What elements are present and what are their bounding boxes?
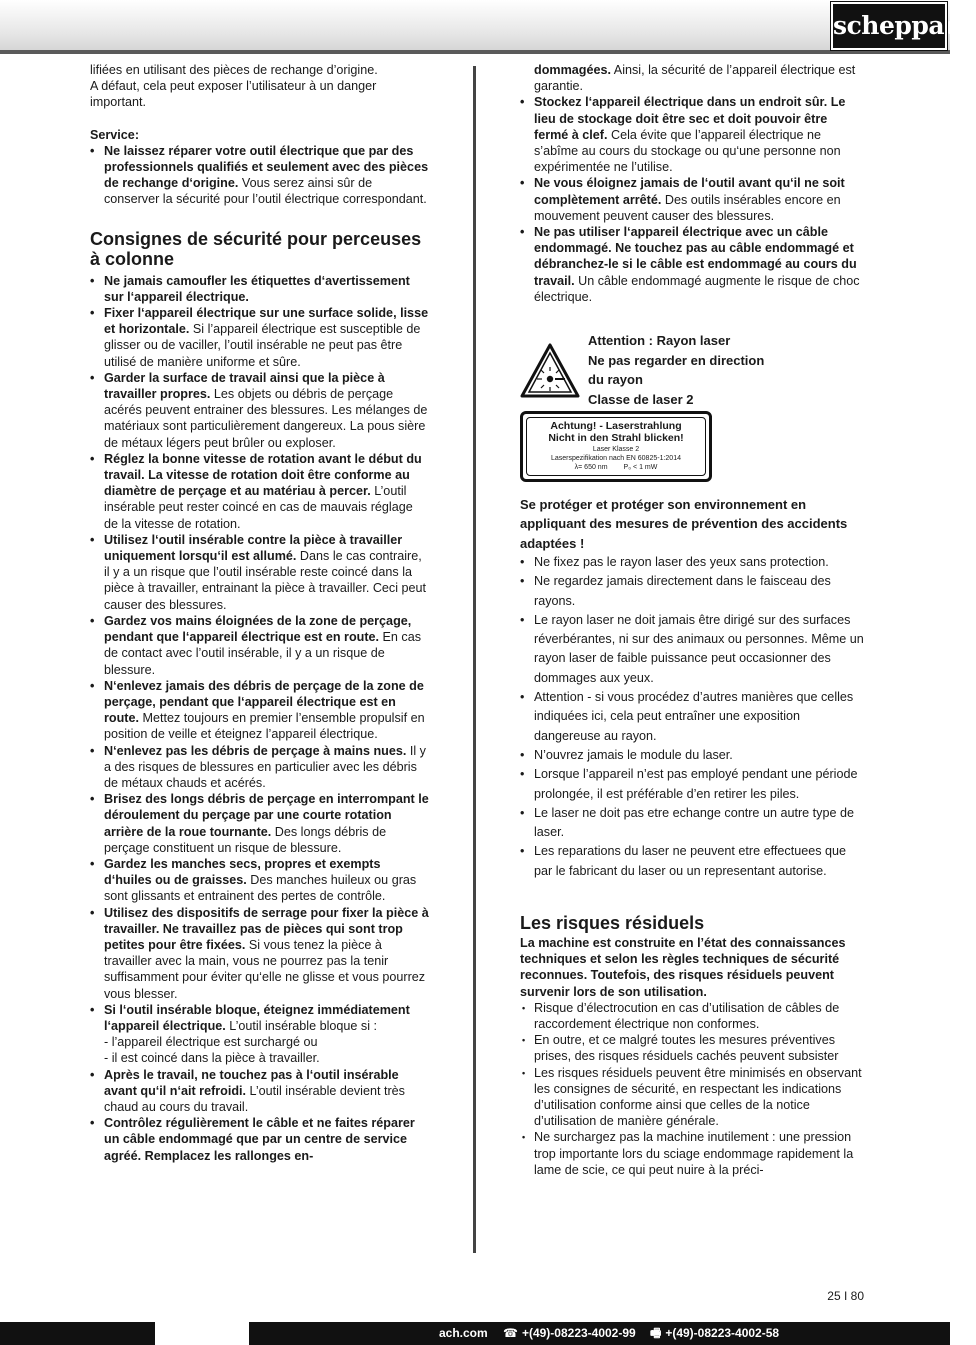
list-item: • Ne regardez jamais directement dans le faisceau des rayons.	[520, 572, 865, 611]
list-item: • Attention - si vous procédez d’autres manières que celles indiquées ici, cela peut entraîner une exposition dangereuse au rayon.	[520, 688, 865, 746]
list-item	[90, 273, 430, 305]
laser-class-label	[520, 411, 712, 482]
column-divider	[473, 66, 476, 1253]
list-item: • Le laser ne doit pas etre echange contre un autre type de laser.	[520, 804, 865, 843]
item-text: Il y a des risques de blessures en particulier avec les débris de métaux chauds et acérés.	[104, 743, 426, 790]
item-bold-text: Garder la surface de travail ainsi que la pièce à travailler propres.	[104, 370, 385, 402]
item-bold-text: Après le travail, ne touchez pas à l‘outil insérable avant qu‘il n‘ait refroidi.	[104, 1067, 399, 1098]
sub-line: - il est coincé dans la pièce à travailler.	[104, 1051, 320, 1066]
item-bold-text: Brisez des longs débris de perçage en interrompant le déroulement du perçage par une courte rotation arrière de la roue tournante.	[104, 792, 429, 839]
list-item	[90, 370, 430, 451]
laser-list	[520, 553, 865, 881]
fax-icon: 🖷	[650, 1326, 662, 1340]
item-text: Mettez toujours en premier l’ensemble propulsif en position de veille et éteignez l’appareil électrique.	[104, 711, 425, 742]
intro-line: lifiées en utilisant des pièces de rechange d’origine.	[90, 63, 378, 77]
list-item: • Le rayon laser ne doit jamais être dirigé sur des surfaces réverbérantes, ni sur des animaux ou personnes. Même un rayon laser de faible puissance peut occasionner des dommages aux yeux.	[520, 611, 865, 688]
label-values	[527, 463, 705, 472]
item-text: En cas de contact avec l’outil insérable, il y a un risque de blessure.	[104, 630, 422, 677]
item-bold-text: N‘enlevez pas les débris de perçage à mains nues.	[104, 743, 407, 758]
item-bold-text: Ne laissez réparer votre outil électrique que par des professionnels qualifiés et seulement avec des pièces de rechange d‘origine.	[104, 143, 429, 191]
list-item	[90, 1067, 430, 1116]
laser-warning-text	[588, 331, 764, 409]
header-bar	[0, 0, 976, 54]
item-text: L’outil insérable peut rester coincé en cas de mauvais réglage de la vitesse de rotation.	[104, 484, 413, 531]
item-bold-text: Ne vous éloignez jamais de l‘outil avant qu‘il ne soit complètement arrêté.	[534, 176, 845, 207]
list-item	[90, 791, 430, 856]
list-item: • En outre, et ce malgré toutes les mesures préventives prises, des risques résiduels cachés peuvent subsister	[520, 1032, 865, 1064]
item-bold-text: Stockez l‘appareil électrique dans un endroit sûr. Le lieu de stockage doit être sec et doit pouvoir être fermé à clef.	[534, 95, 846, 142]
brand-logo: scheppach	[831, 2, 947, 50]
item-bold-text: Fixer l‘appareil électrique sur une surface solide, lisse et horizontale.	[104, 306, 429, 337]
list-item: • Lorsque l’appareil n’est pas employé pendant une période prolongée, il est préférable d’en retirer les piles.	[520, 765, 865, 804]
item-bold-text: Gardez les manches secs, propres et exempts d‘huiles ou de graisses.	[104, 856, 381, 888]
footer-website[interactable]: ach.com	[439, 1326, 488, 1340]
list-item	[90, 613, 430, 678]
list-item	[90, 305, 430, 370]
item-bold-text: Gardez vos mains éloignées de la zone de perçage, pendant que l‘appareil électrique est en route.	[104, 613, 412, 645]
list-item	[520, 224, 865, 305]
footer-gap	[155, 1322, 249, 1345]
list-item	[90, 678, 430, 743]
item-text: Les objets ou débris de perçage acérés peuvent entrainer des blessures. Les mélanges de matériaux sont particulièrement dangereux. La pous sière de métaux légers peut brûler ou exploser.	[104, 387, 428, 450]
item-text: Cela évite que l’appareil électrique ne s’abîme au cours du stockage ou qu‘une personne non expérimentée ne l’utilise.	[534, 127, 841, 175]
list-item: • Risque d’électrocution en cas d’utilisation de câbles de raccordement électrique non conformes.	[520, 1000, 865, 1032]
intro-line: A défaut, cela peut exposer l’utilisateur à un danger	[90, 79, 377, 94]
item-text: Ainsi, la sécurité de l’appareil électrique est garantie.	[534, 63, 856, 94]
list-item	[90, 143, 430, 208]
label-title: Achtung! - Laserstrahlung	[550, 420, 682, 433]
list-item	[90, 1002, 430, 1067]
list-item: • Les reparations du laser ne peuvent etre effectuees que par le fabricant du laser ou un representant autorise.	[520, 842, 865, 881]
service-list	[90, 143, 430, 208]
footer-fax	[650, 1322, 779, 1345]
label-wavelength: λ= 650 nm	[574, 464, 608, 472]
item-text: L’outil insérable devient très chaud au cours du travail.	[104, 1083, 405, 1114]
laser-warning-line: du rayon	[588, 372, 643, 388]
item-bold-text: Si l‘outil insérable bloque, éteignez immédiatement l‘appareil électrique.	[104, 1002, 410, 1033]
list-item	[90, 905, 430, 1002]
right-column	[520, 62, 865, 1178]
item-bold-text: N‘enlevez jamais des débris de perçage de la zone de perçage, pendant que l‘appareil électrique est en route.	[104, 678, 424, 726]
residual-list	[520, 1000, 865, 1178]
list-item	[90, 743, 430, 792]
laser-warning-block	[520, 331, 865, 491]
item-text: Des manches huileux ou gras sont glissants et entrainent des pertes de contrôle.	[104, 873, 417, 904]
item-text: Des outils insérables encore en mouvement peuvent causer des blessures.	[534, 192, 841, 223]
page-number: 25 I 80	[827, 1289, 864, 1303]
item-text: L’outil insérable bloque si :	[225, 1018, 378, 1033]
laser-warning-icon	[520, 343, 580, 399]
item-text: Des longs débris de perçage constituent un risque de blessure.	[104, 824, 387, 855]
list-item	[520, 94, 865, 175]
safety-list	[520, 94, 865, 305]
protect-heading: Se protéger et protéger son environnement en appliquant des mesures de prévention des accidents adaptées !	[520, 497, 848, 551]
safety-list	[90, 273, 430, 1164]
list-item	[90, 451, 430, 532]
item-bold-text: Contrôlez régulièrement le câble et ne faites réparer un câble endommagé que par un centre de service agréé. Remplacez les rallonges en-	[104, 1116, 415, 1163]
list-item	[90, 1115, 430, 1164]
fax-number: +(49)-08223-4002-58	[665, 1326, 780, 1340]
list-item: • N’ouvrez jamais le module du laser.	[520, 746, 865, 765]
continued-text	[520, 62, 865, 94]
laser-label-inner	[526, 417, 706, 476]
laser-warning-line: Attention : Rayon laser	[588, 333, 731, 349]
item-bold-text: Réglez la bonne vitesse de rotation avant le début du travail. La vitesse de rotation doit être conforme au diamètre de perçage et au matériau à percer.	[104, 451, 422, 499]
item-text: Si vous tenez la pièce à travailler avec la main, vous ne pourrez pas la tenir suffisamment pour éviter qu‘elle ne glisse et vous pourrez vous blesser.	[104, 937, 426, 1001]
residual-heading: Les risques résiduels	[520, 912, 705, 933]
list-item	[90, 856, 430, 905]
section-heading: Consignes de sécurité pour perceuses à colonne	[90, 228, 422, 269]
footer-bar	[249, 1322, 950, 1345]
label-power: P₀ < 1 mW	[623, 464, 658, 472]
list-item: • Ne surchargez pas la machine inutilement : une pression trop importante lors du sciage endommage rapidement la lame de scie, ce qui peut nuire à la préci-	[520, 1129, 865, 1178]
footer-phone	[503, 1322, 636, 1345]
label-subtitle: Nicht in den Strahl blicken!	[548, 432, 684, 445]
item-bold-text: Utilisez l‘outil insérable contre la pièce à travailler uniquement lorsqu‘il est allumé.	[104, 532, 403, 564]
sub-line: - l’appareil électrique est surchargé ou	[104, 1035, 318, 1050]
list-item: • Les risques résiduels peuvent être minimisés en observant les consignes de sécurité, en respectant les indications d’utilisation conforme ainsi que celles de la notice d’utilisation de manière générale.	[520, 1065, 865, 1130]
left-column	[90, 62, 430, 1164]
laser-warning-line: Ne pas regarder en direction	[588, 352, 765, 368]
item-text: Si l’appareil électrique est susceptible de glisser ou de vaciller, l’outil insérable ne peut pas être utilisé de manière uniforme et sûre.	[104, 322, 421, 369]
item-bold-text: Ne jamais camoufler les étiquettes d‘avertissement sur l‘appareil électrique.	[104, 273, 410, 304]
footer-left-block	[0, 1322, 155, 1345]
phone-icon: ☎	[503, 1326, 518, 1340]
list-item	[90, 532, 430, 613]
item-text: Un câble endommagé augmente le risque de choc électrique.	[534, 273, 860, 304]
service-label: Service:	[90, 127, 140, 142]
phone-number: +(49)-08223-4002-99	[521, 1326, 636, 1340]
item-text: Vous serez ainsi sûr de conserver la sécurité pour l’outil électrique correspondant.	[104, 176, 427, 207]
laser-warning-line: Classe de laser 2	[588, 391, 694, 407]
item-text: Dans le cas contraire, il y a un risque que l’outil insérable reste coincé dans la pièce à travailler, entrainant la pièce à travailler. Ceci peut causer des blessures.	[104, 549, 427, 612]
intro-line: important.	[90, 95, 146, 110]
list-item	[520, 175, 865, 224]
item-bold-text: Ne pas utiliser l‘appareil électrique avec un câble endommagé. Ne touchez pas au câble endommagé et débranchez-le si le câble est endommagé au cours du travail.	[534, 225, 857, 288]
item-bold-text: dommagées.	[534, 63, 611, 77]
residual-intro: La machine est construite en l’état des connaissances techniques et selon les règles techniques de sécurité reconnues. Toutefois, des risques résiduels peuvent survenir lors de son utilisation.	[520, 935, 846, 999]
label-spec: Laserspezifikation nach EN 60825-1:2014	[551, 455, 681, 463]
item-bold-text: Utilisez des dispositifs de serrage pour fixer la pièce à travailler. Ne travaillez pas de pièces qui sont trop petites pour être fixées.	[104, 905, 429, 952]
label-class: Laser Klasse 2	[592, 446, 640, 454]
list-item: • Ne fixez pas le rayon laser des yeux sans protection.	[520, 553, 865, 572]
